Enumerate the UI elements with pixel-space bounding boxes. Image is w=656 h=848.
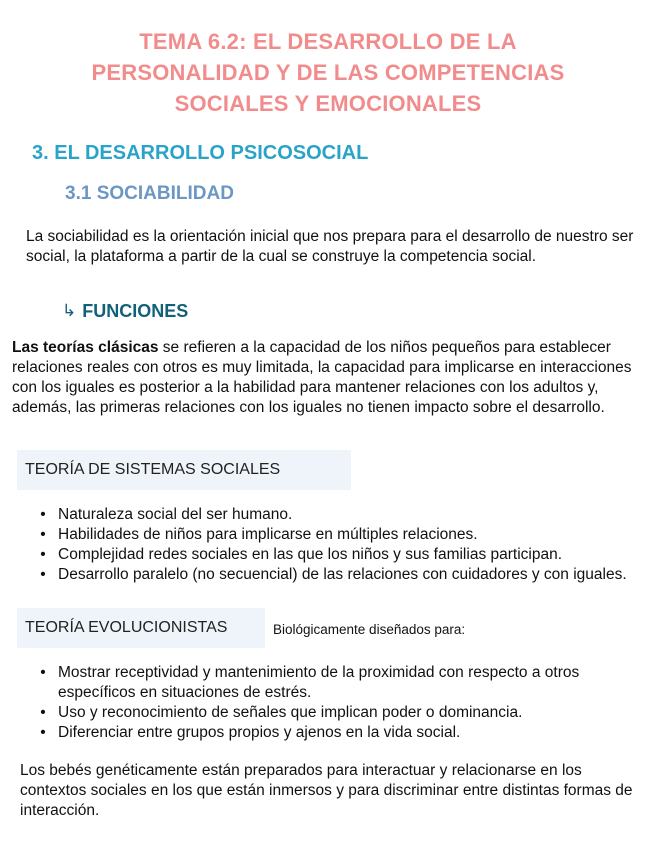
document-title [40, 26, 616, 119]
funciones-text: se refieren a la capacidad de los niños pequeños para establecer relaciones reales con otros es muy limitada, la capacidad para implicarse en interacciones con los iguales es posterior a la habilidad para mantener relaciones con los adultos y, además, las primeras relaciones con los iguales no tienen impacto sobre el desarrollo. [12, 339, 632, 416]
bullet-icon: • [40, 704, 46, 721]
title-line-1: TEMA 6.2: EL DESARROLLO DE LA [139, 29, 517, 54]
evolucionistas-label: TEORÍA EVOLUCIONISTAS [17, 608, 265, 648]
section-heading: 3. EL DESARROLLO PSICOSOCIAL [32, 142, 369, 164]
list-item: • Mostrar receptividad y mantenimiento de la proximidad con respecto a otros específicos en situaciones de estrés. [37, 663, 627, 703]
sistemas-list [37, 505, 642, 585]
bullet-icon: • [40, 566, 46, 583]
subsection-heading: 3.1 SOCIABILIDAD [65, 183, 234, 204]
funciones-bold-lead: Las teorías clásicas [12, 339, 159, 356]
funciones-heading [62, 300, 188, 322]
bullet-icon: • [40, 526, 46, 543]
arrow-icon: ↳ [62, 301, 77, 320]
title-line-3: SOCIALES Y EMOCIONALES [174, 91, 482, 116]
list-item: • Desarrollo paralelo (no secuencial) de las relaciones con cuidadores y con iguales. [37, 565, 642, 585]
list-item: • Complejidad redes sociales en las que los niños y sus familias participan. [37, 545, 642, 565]
list-item: • Uso y reconocimiento de señales que implican poder o dominancia. [37, 703, 627, 723]
evolucionistas-aside: Biológicamente diseñados para: [273, 622, 466, 637]
bullet-icon: • [40, 724, 46, 741]
sistemas-label: TEORÍA DE SISTEMAS SOCIALES [17, 450, 351, 490]
funciones-paragraph [12, 338, 644, 418]
closing-paragraph: Los bebés genéticamente están preparados para interactuar y relacionarse en los contextos sociales en los que están inmersos y para discriminar entre distintas formas de interacción. [20, 762, 633, 819]
intro-paragraph: La sociabilidad es la orientación inicial que nos prepara para el desarrollo de nuestro ser social, la plataforma a partir de la cual se construye la competencia social. [26, 228, 634, 265]
evolucionistas-list [37, 663, 627, 743]
list-item: • Diferenciar entre grupos propios y ajenos en la vida social. [37, 723, 627, 743]
funciones-heading-label: FUNCIONES [82, 301, 189, 321]
list-item: • Naturaleza social del ser humano. [37, 505, 642, 525]
bullet-icon: • [40, 546, 46, 563]
bullet-icon: • [40, 506, 46, 523]
title-line-2: PERSONALIDAD Y DE LAS COMPETENCIAS [91, 60, 565, 85]
bullet-icon: • [40, 664, 46, 681]
list-item: • Habilidades de niños para implicarse en múltiples relaciones. [37, 525, 642, 545]
